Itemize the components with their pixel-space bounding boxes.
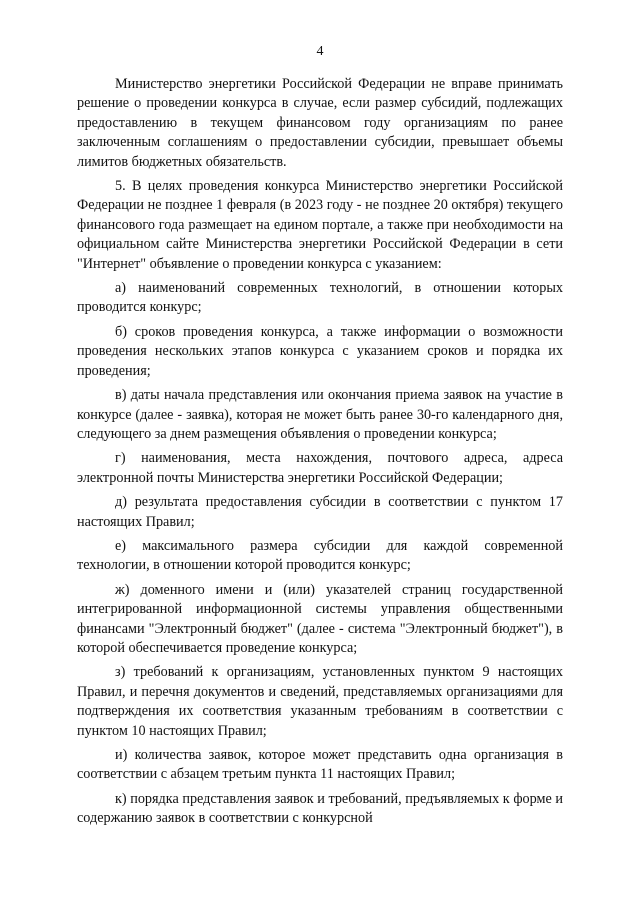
list-item-d: д) результата предоставления субсидии в соответствии с пунктом 17 настоящих Правил;: [77, 494, 563, 530]
list-item-v: в) даты начала представления или окончания приема заявок на участие в конкурсе (далее - заявка), которая не может быть ранее 30-го календарного дня, следующего за днем размещения объявления о проведении конкурса;: [77, 387, 563, 442]
list-item-e: е) максимального размера субсидии для каждой современной технологии, в отношении которой проводится конкурс;: [77, 537, 563, 574]
list-item-g: г) наименования, места нахождения, почтового адреса, адреса электронной почты Министерства энергетики Российской Федерации;: [77, 450, 563, 486]
list-item-b: б) сроков проведения конкурса, а также информации о возможности проведения нескольких этапов конкурса с указанием сроков и порядка их проведения;: [77, 323, 563, 379]
paragraph-item-5: 5. В целях проведения конкурса Министерство энергетики Российской Федерации не позднее 1 февраля (в 2023 году - не позднее 20 октября) текущего финансового года размещает на едином портале, а также при необходимости на официальном сайте Министерства энергетики Российской Федерации в сети "Интернет" объявление о проведении конкурса с указанием:: [77, 178, 563, 272]
paragraph-ministry-restriction: Министерство энергетики Российской Федерации не вправе принимать решение о проведении конкурса в случае, если размер субсидий, подлежащих предоставлению в текущем финансовом году организациям по ранее заключенным соглашениям о предоставлении субсидии, превышает объемы лимитов бюджетных обязательств.: [77, 76, 563, 170]
list-item-z: з) требований к организациям, установленных пунктом 9 настоящих Правил, и перечня документов и сведений, представляемых организациями для подтверждения их соответствия указанным требованиям в соответствии с пунктом 10 настоящих Правил;: [77, 664, 563, 739]
list-item-a: а) наименований современных технологий, в отношении которых проводится конкурс;: [77, 280, 563, 316]
list-item-zh: ж) доменного имени и (или) указателей страниц государственной интегрированной информационной системы управления общественными финансами "Электронный бюджет" (далее - система "Электронный бюджет"), в которой обеспечивается проведение конкурса;: [77, 581, 563, 656]
list-item-i: и) количества заявок, которое может представить одна организация в соответствии с абзацем третьим пункта 11 настоящих Правил;: [77, 747, 563, 783]
list-item-k: к) порядка представления заявок и требований, предъявляемых к форме и содержанию заявок в соответствии с конкурсной: [77, 790, 563, 827]
document-body: [77, 75, 563, 829]
page-number: 4: [316, 44, 324, 59]
